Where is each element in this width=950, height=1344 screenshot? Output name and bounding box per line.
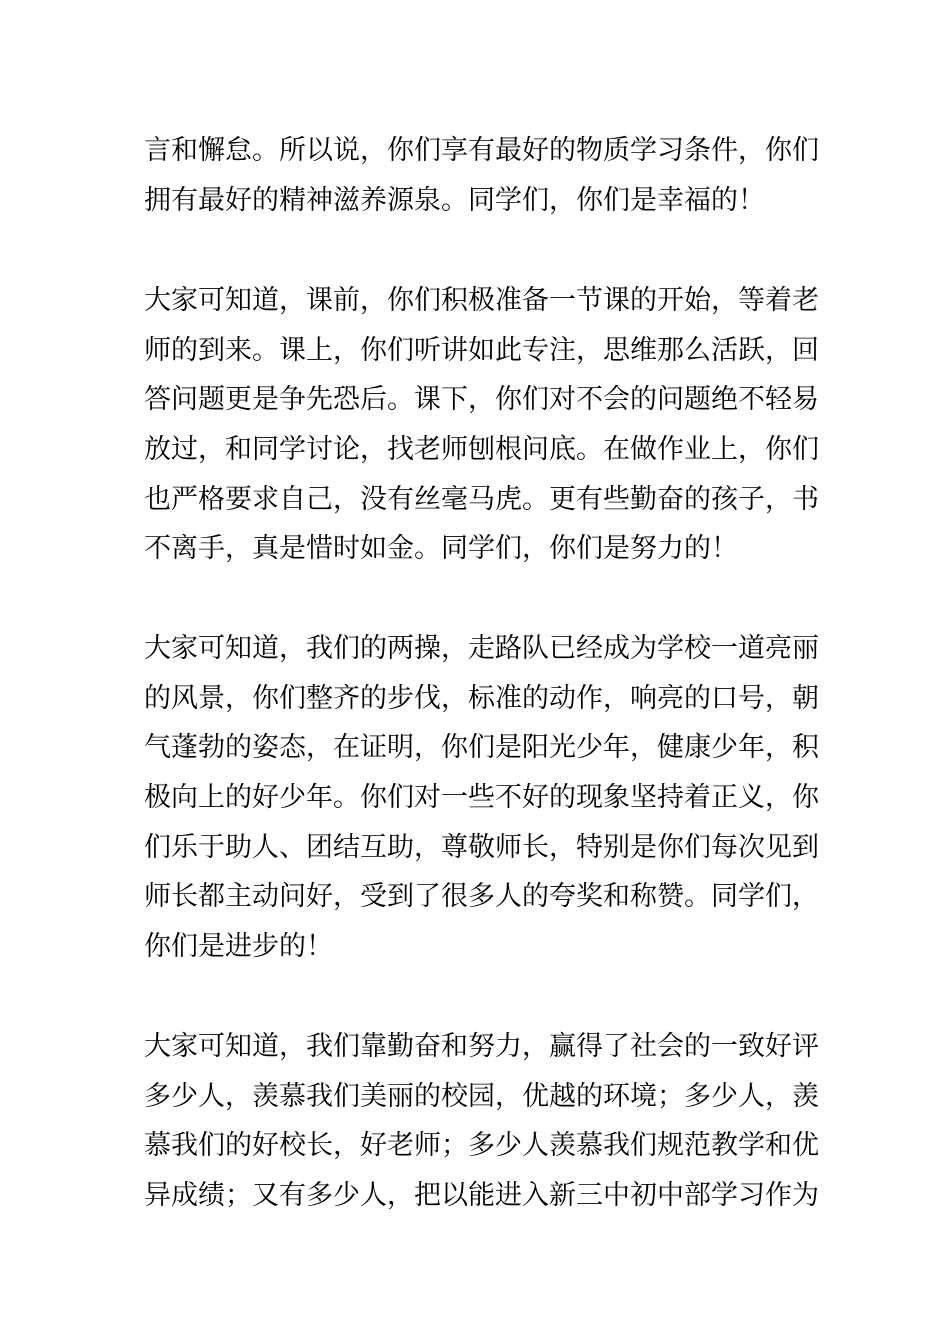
paragraph-3 [144,624,819,972]
text-line: 异成绩；又有多少人，把以能进入新三中初中部学习作为 [144,1180,819,1212]
text-line: 放过，和同学讨论，找老师刨根问底。在做作业上，你们 [144,434,819,466]
text-line: 们乐于助人、团结互助，尊敬师长，特别是你们每次见到 [144,831,819,863]
paragraph-1 [144,126,819,225]
text-line: 言和懈怠。所以说，你们享有最好的物质学习条件，你们 [144,135,819,166]
text-line: 师长都主动问好，受到了很多人的夸奖和称赞。同学们， [144,881,819,913]
text-line: 多少人，羡慕我们美丽的校园，优越的环境；多少人，羡 [144,1080,819,1112]
text-line: 不离手，真是惜时如金。同学们，你们是努力的！ [144,533,738,565]
text-line: 答问题更是争先恐后。课下，你们对不会的问题绝不轻易 [144,384,819,416]
text-line: 大家可知道，我们的两操，走路队已经成为学校一道亮丽 [144,633,819,664]
text-line: 大家可知道，我们靠勤奋和努力，赢得了社会的一致好评 [144,1031,819,1062]
text-line: 师的到来。课上，你们听讲如此专注，思维那么活跃，回 [144,334,819,366]
text-line: 拥有最好的精神滋养源泉。同学们，你们是幸福的！ [144,184,765,216]
text-line: 慕我们的好校长，好老师；多少人羡慕我们规范教学和优 [144,1130,819,1162]
text-line: 大家可知道，课前，你们积极准备一节课的开始，等着老 [144,285,819,316]
text-line: 你们是进步的！ [144,931,333,963]
text-line: 的风景，你们整齐的步伐，标准的动作，响亮的口号，朝 [144,682,819,714]
text-line: 极向上的好少年。你们对一些不好的现象坚持着正义，你 [144,782,819,814]
paragraph-2 [144,276,819,574]
text-line: 也严格要求自己，没有丝毫马虎。更有些勤奋的孩子，书 [144,483,819,515]
text-line: 气蓬勃的姿态，在证明，你们是阳光少年，健康少年，积 [144,732,819,764]
paragraph-4 [144,1022,819,1221]
